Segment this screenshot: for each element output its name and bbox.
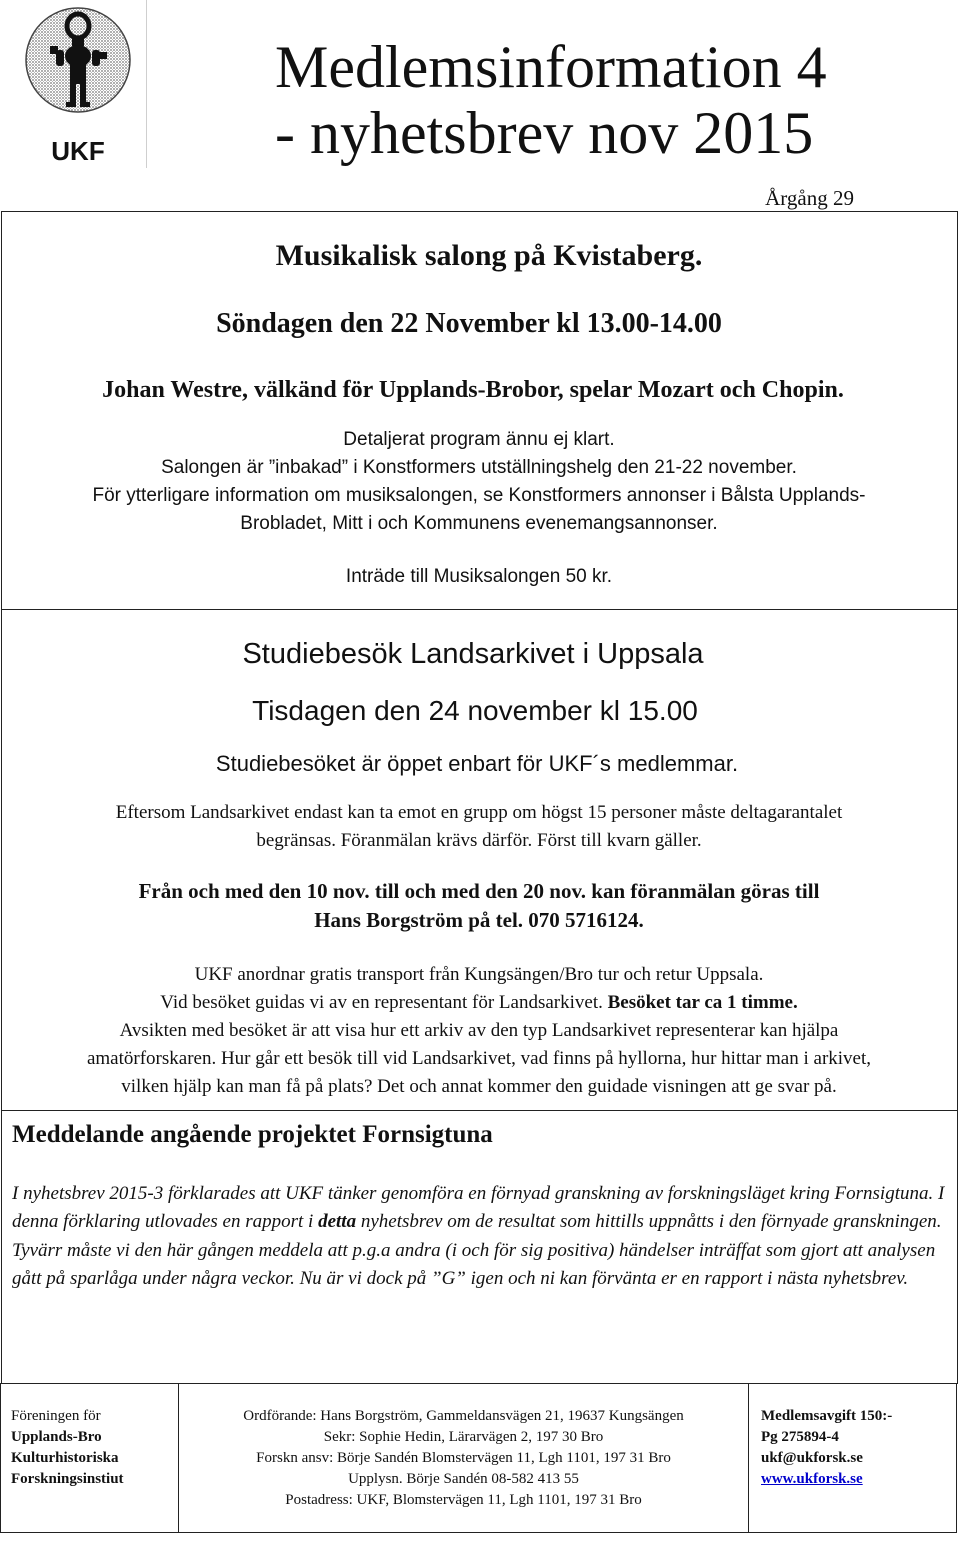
transport-line: UKF anordnar gratis transport från Kungsängen/Bro tur och retur Uppsala.	[194, 964, 764, 985]
studiebesok-members: Studiebesöket är öppet enbart för UKF´s medlemmar.	[215, 751, 739, 776]
fornsigtuna-title: Meddelande angående projektet Fornsigtuna	[12, 1121, 493, 1148]
salong-line: Salongen är ”inbakad” i Konstformers utställningshelg den 21-22 november.	[161, 457, 797, 478]
postgiro: Pg 275894-4	[761, 1429, 839, 1445]
logo-text: UKF	[51, 136, 105, 164]
limit-line: Eftersom Landsarkivet endast kan ta emot en grupp om högst 15 personer måste deltagarantalet	[115, 802, 843, 823]
salong-line: Detaljerat program ännu ej klart.	[343, 429, 615, 450]
salong-title: Musikalisk salong på Kvistaberg.	[275, 239, 703, 272]
website-link[interactable]: www.ukforsk.se	[761, 1471, 863, 1487]
salong-performer: Johan Westre, välkänd för Upplands-Brobor, spelar Mozart och Chopin.	[102, 377, 844, 403]
studiebesok-signup	[0, 877, 958, 935]
title-line-1: Medlemsinformation 4	[275, 34, 827, 100]
limit-line: begränsas. Föranmälan krävs därför. Först till kvarn gäller.	[256, 830, 702, 851]
fornsigtuna-text-b: nyhetsbrev om de resultat som hittills uppnåtts i den förnyade granskningen. Tyvärr måste vi den här gången meddela att p.g.a andra (i och för sig positiva) händelser inträffat som gjort att analysen gått på sparlåga under några veckor. Nu är vi dock på ”G” igen och ni kan förvänta er en rapport i nästa nyhetsbrev.	[12, 1211, 942, 1289]
footer-org	[0, 1383, 179, 1533]
signup-line: Hans Borgström på tel. 070 5716124.	[314, 908, 644, 932]
studiebesok-title: Studiebesök Landsarkivet i Uppsala	[242, 638, 704, 670]
guide-text: Vid besöket guidas vi av en representant för Landsarkivet.	[160, 992, 608, 1013]
duration-text: Besöket tar ca 1 timme.	[607, 992, 798, 1013]
divider	[1, 609, 957, 610]
salong-line: Brobladet, Mitt i och Kommunens evenemangsannonser.	[240, 513, 718, 534]
page-title	[275, 34, 827, 166]
contact-line: Upplysn. Börje Sandén 08-582 413 55	[348, 1471, 579, 1487]
org-line: Upplands-Bro	[11, 1429, 102, 1445]
title-line-2: - nyhetsbrev nov 2015	[275, 100, 814, 166]
contact-line: Postadress: UKF, Blomstervägen 11, Lgh 1101, 197 31 Bro	[285, 1492, 642, 1508]
org-prefix: Föreningen för	[11, 1408, 101, 1424]
logo-separator	[146, 0, 147, 168]
signup-line: Från och med den 10 nov. till och med den 20 nov. kan föranmälan göras till	[138, 879, 820, 903]
volume-label: Årgång 29	[765, 186, 854, 210]
org-line: Forskningsinstiut	[11, 1471, 124, 1487]
studiebesok-details	[0, 961, 958, 1101]
purpose-line: vilken hjälp kan man få på plats? Det och annat kommer den guidade visningen att ge svar på.	[121, 1076, 837, 1097]
purpose-line: Avsikten med besöket är att visa hur ett arkiv av den typ Landsarkivet representerar kan hjälpa	[119, 1020, 839, 1041]
footer-membership	[748, 1383, 957, 1533]
footer-contacts	[178, 1383, 749, 1533]
org-line: Kulturhistoriska	[11, 1450, 119, 1466]
ukf-logo	[14, 4, 142, 164]
contact-line: Forskn ansv: Börje Sandén Blomstervägen 11, Lgh 1101, 197 31 Bro	[256, 1450, 671, 1466]
purpose-line: amatörforskaren. Hur går ett besök till vid Landsarkivet, vad finns på hyllorna, hur hittar man i arkivet,	[86, 1048, 872, 1069]
contact-line: Sekr: Sophie Hedin, Lärarvägen 2, 197 30 Bro	[323, 1429, 604, 1445]
studiebesok-date: Tisdagen den 24 november kl 15.00	[252, 695, 698, 726]
salong-info	[0, 426, 958, 538]
salong-entry: Inträde till Musiksalongen 50 kr.	[345, 566, 613, 587]
guide-line	[0, 989, 958, 1017]
contact-line: Ordförande: Hans Borgström, Gammeldansvägen 21, 19637 Kungsängen	[243, 1408, 684, 1424]
salong-date: Söndagen den 22 November kl 13.00-14.00	[216, 308, 722, 339]
fornsigtuna-text-a: I nyhetsbrev 2015-3 förklarades att UKF tänker genomföra en förnyad granskning av forskningsläget kring Fornsigtuna. I denna förklaring utlovades en rapport i	[12, 1183, 945, 1233]
fornsigtuna-text-bold: detta	[318, 1211, 357, 1233]
footer	[0, 1383, 958, 1533]
divider	[1, 1110, 957, 1111]
email-address: ukf@ukforsk.se	[761, 1450, 863, 1466]
fornsigtuna-text	[12, 1180, 947, 1293]
studiebesok-limit	[0, 799, 958, 855]
salong-line: För ytterligare information om musiksalongen, se Konstformers annonser i Bålsta Upplands-	[92, 485, 866, 506]
membership-fee: Medlemsavgift 150:-	[761, 1408, 893, 1424]
